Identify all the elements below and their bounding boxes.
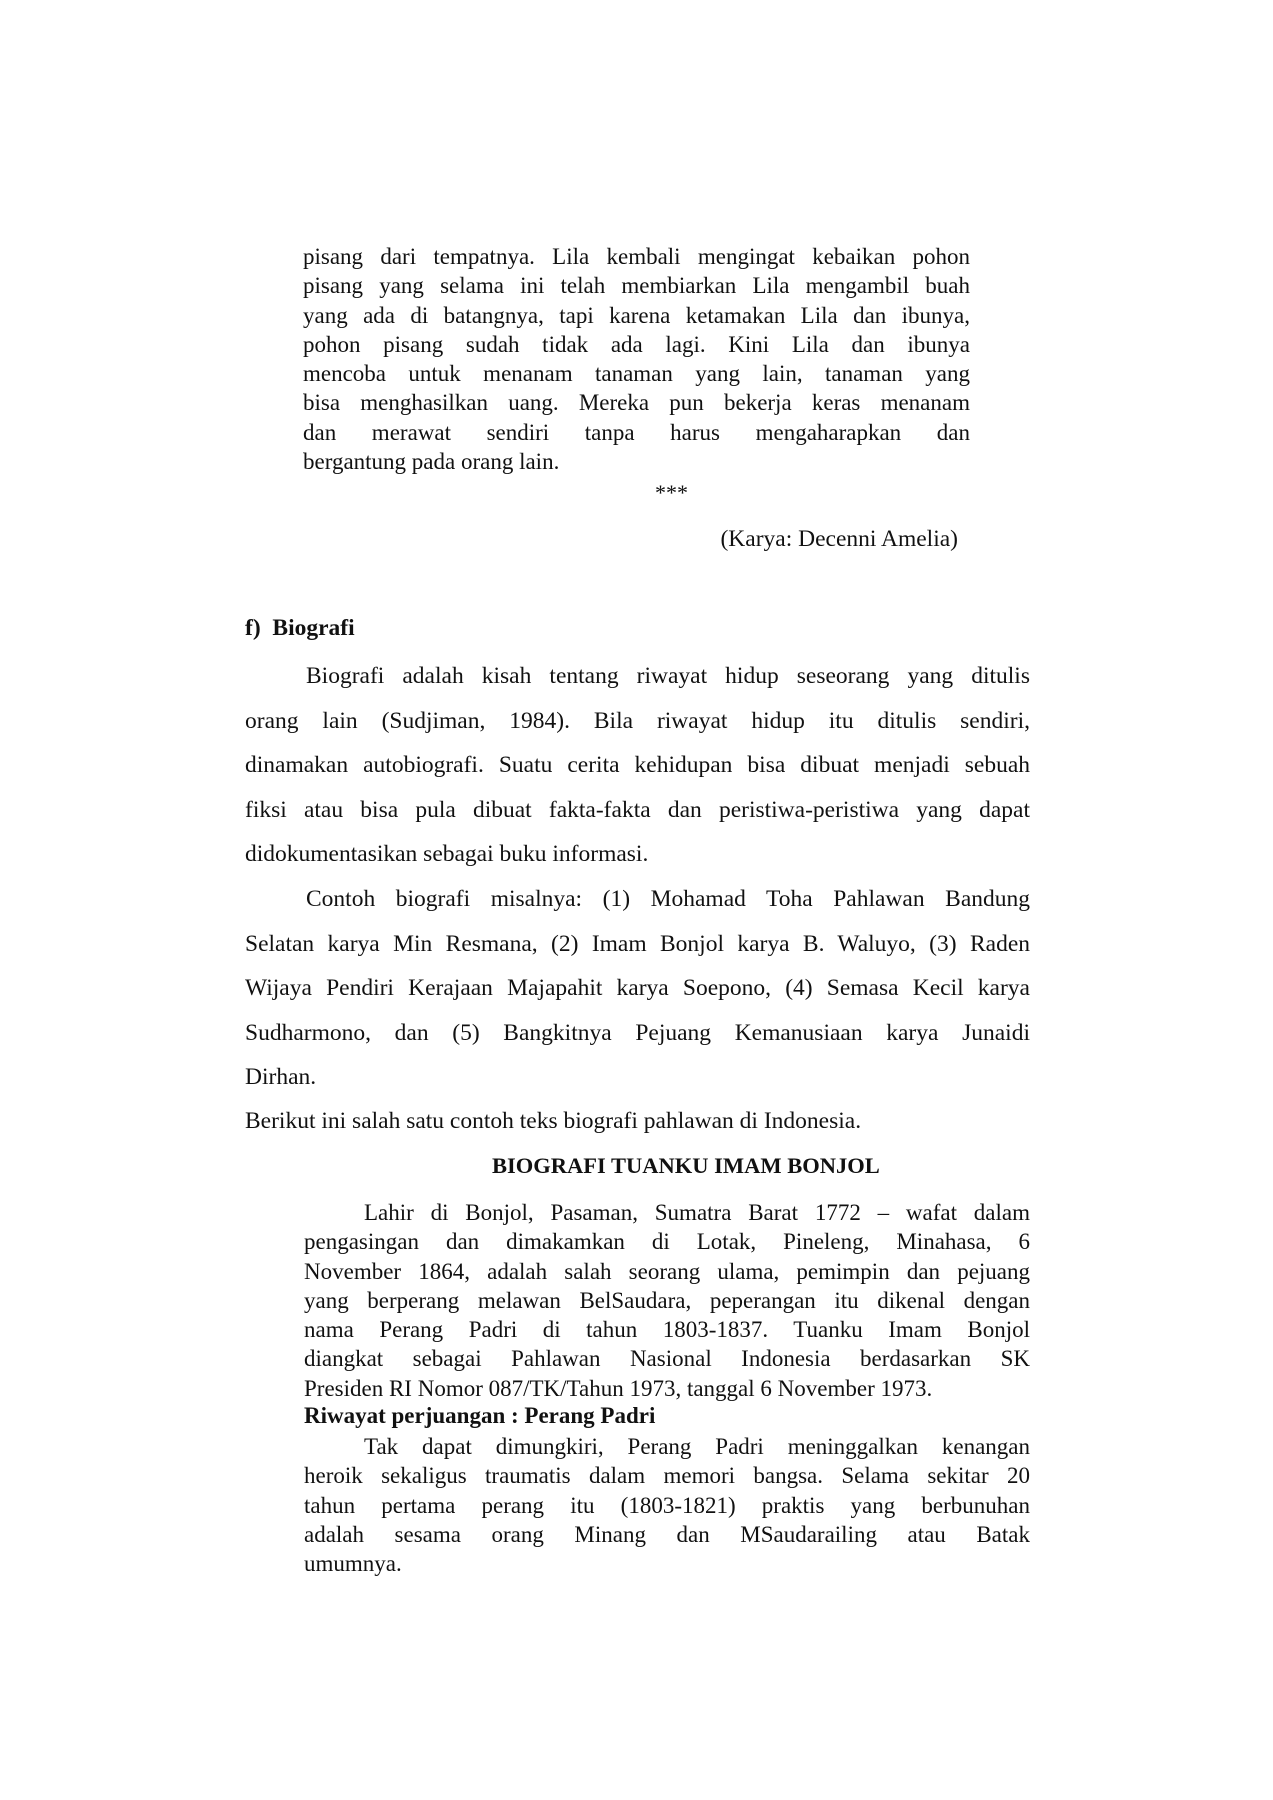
text-line: pisang dari tempatnya. Lila kembali mengingat kebaikan pohon xyxy=(303,244,970,269)
text-line: Biografi adalah kisah tentang riwayat hidup seseorang yang ditulis xyxy=(306,663,1030,689)
text-line: didokumentasikan sebagai buku informasi. xyxy=(245,841,649,868)
text-line: tahun pertama perang itu (1803-1821) praktis yang berbunuhan xyxy=(304,1492,1030,1518)
text-line: mencoba untuk menanam tanaman yang lain, tanaman yang xyxy=(303,361,970,387)
text-line: nama Perang Padri di tahun 1803-1837. Tuanku Imam Bonjol xyxy=(304,1317,1030,1343)
text-line: diangkat sebagai Pahlawan Nasional Indonesia berdasarkan SK xyxy=(304,1346,1030,1372)
text-line: pengasingan dan dimakamkan di Lotak, Pineleng, Minahasa, 6 xyxy=(304,1229,1030,1255)
text-line: Tak dapat dimungkiri, Perang Padri meninggalkan kenangan xyxy=(364,1434,1030,1459)
text-line: dan merawat sendiri tanpa harus mengaharapkan dan xyxy=(303,419,970,445)
text-line: bergantung pada orang lain. xyxy=(303,449,560,475)
text-line: yang berperang melawan BelSaudara, peperangan itu dikenal dengan xyxy=(304,1287,1030,1313)
biografi-examples-paragraph xyxy=(245,877,1030,1100)
section-heading-biografi: f) Biografi xyxy=(245,615,355,641)
text-line: orang lain (Sudjiman, 1984). Bila riwayat hidup itu ditulis sendiri, xyxy=(245,707,1030,734)
text-line: bisa menghasilkan uang. Mereka pun bekerja keras menanam xyxy=(303,390,970,416)
text-line: pisang yang selama ini telah membiarkan Lila mengambil buah xyxy=(303,273,970,299)
story-attribution: (Karya: Decenni Amelia) xyxy=(720,526,958,552)
text-line: yang ada di batangnya, tapi karena ketamakan Lila dan ibunya, xyxy=(303,302,970,328)
text-line: November 1864, adalah salah seorang ulama, pemimpin dan pejuang xyxy=(304,1258,1030,1284)
text-line: fiksi atau bisa pula dibuat fakta-fakta dan peristiwa-peristiwa yang dapat xyxy=(245,796,1030,823)
text-line: Contoh biografi misalnya: (1) Mohamad Toha Pahlawan Bandung xyxy=(306,886,1030,912)
biografi-definition-paragraph xyxy=(245,654,1030,877)
biography-title: BIOGRAFI TUANKU IMAM BONJOL xyxy=(492,1153,880,1178)
story-ending-paragraph xyxy=(303,242,970,476)
biography-subheading: Riwayat perjuangan : Perang Padri xyxy=(304,1403,656,1428)
text-line: pohon pisang sudah tidak ada lagi. Kini Lila dan ibunya xyxy=(303,331,970,357)
text-line: Wijaya Pendiri Kerajaan Majapahit karya Soepono, (4) Semasa Kecil karya xyxy=(245,975,1030,1002)
text-line: Sudharmono, dan (5) Bangkitnya Pejuang Kemanusiaan karya Junaidi xyxy=(245,1019,1030,1046)
biography-birth-paragraph xyxy=(304,1198,1030,1403)
text-line: heroik sekaligus traumatis dalam memori bangsa. Selama sekitar 20 xyxy=(304,1463,1030,1489)
section-separator: *** xyxy=(655,480,688,505)
text-line: adalah sesama orang Minang dan MSaudarailing atau Batak xyxy=(304,1521,1030,1547)
text-line: umumnya. xyxy=(304,1551,402,1577)
text-line: Presiden RI Nomor 087/TK/Tahun 1973, tanggal 6 November 1973. xyxy=(304,1375,933,1401)
text-line: dinamakan autobiografi. Suatu cerita kehidupan bisa dibuat menjadi sebuah xyxy=(245,752,1030,779)
text-line: Selatan karya Min Resmana, (2) Imam Bonjol karya B. Waluyo, (3) Raden xyxy=(245,930,1030,957)
biography-war-paragraph xyxy=(304,1432,1030,1578)
text-line: Dirhan. xyxy=(245,1064,317,1091)
biography-intro-text: Berikut ini salah satu contoh teks biografi pahlawan di Indonesia. xyxy=(245,1108,862,1134)
text-line: Lahir di Bonjol, Pasaman, Sumatra Barat 1772 – wafat dalam xyxy=(364,1200,1030,1225)
